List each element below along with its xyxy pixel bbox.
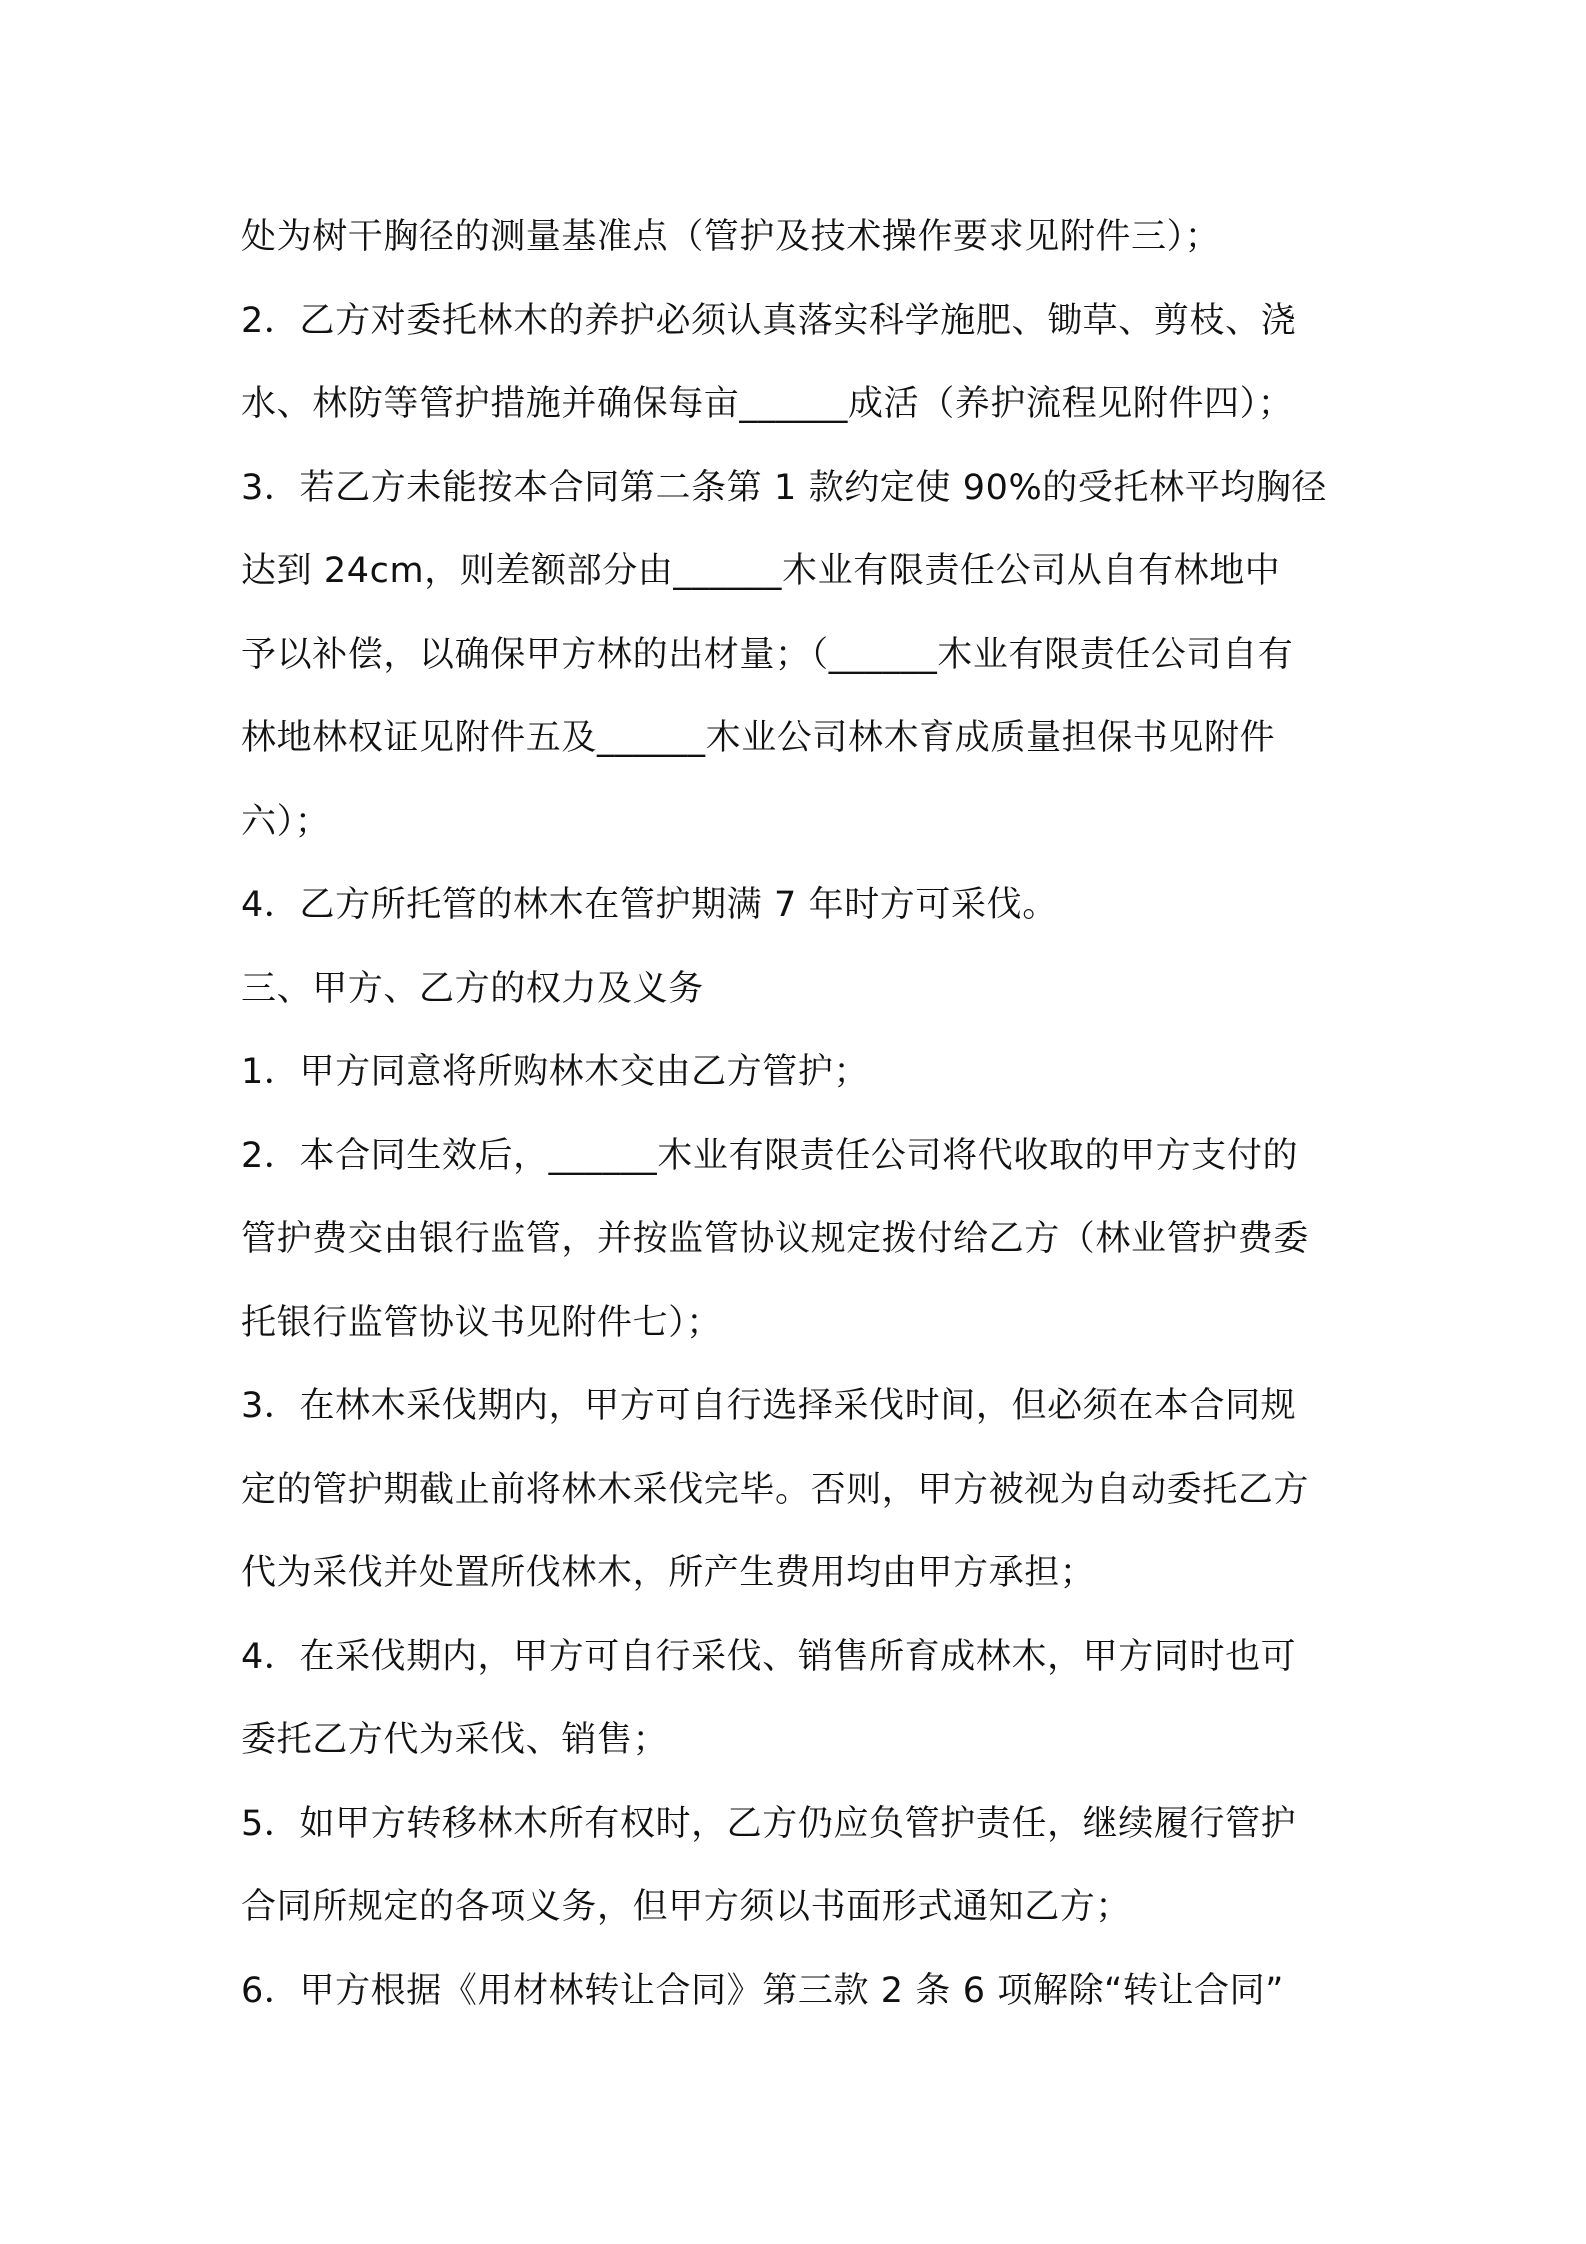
text-line: 定的管护期截止前将林木采伐完毕。否则，甲方被视为自动委托乙方: [241, 1469, 1310, 1510]
text-line: 予以补偿，以确保甲方林的出材量；（______木业有限责任公司自有: [241, 634, 1294, 675]
text-line: 达到 24cm，则差额部分由______木业有限责任公司从自有林地中: [241, 551, 1281, 591]
text-line: 委托乙方代为采伐、销售；: [241, 1720, 669, 1760]
text-line: 3．在林木采伐期内，甲方可自行选择采伐时间，但必须在本合同规: [241, 1386, 1297, 1426]
text-line: 1．甲方同意将所购林木交由乙方管护；: [241, 1052, 870, 1092]
text-line: 合同所规定的各项义务，但甲方须以书面形式通知乙方；: [241, 1887, 1132, 1927]
text-line: 托银行监管协议书见附件七）；: [241, 1302, 722, 1343]
text-line: 2．乙方对委托林木的养护必须认真落实科学施肥、锄草、剪枝、浇: [241, 300, 1297, 341]
text-line: 水、林防等管护措施并确保每亩______成活（养护流程见附件四）；: [241, 384, 1294, 424]
text-line: 3．若乙方未能按本合同第二条第 1 款约定使 90%的受托林平均胸径: [241, 467, 1328, 508]
text-line: 4．在采伐期内，甲方可自行采伐、销售所育成林木，甲方同时也可: [241, 1636, 1297, 1677]
text-line: 2．本合同生效后，______木业有限责任公司将代收取的甲方支付的: [241, 1135, 1299, 1176]
text-line: 4．乙方所托管的林木在管护期满 7 年时方可采伐。: [241, 885, 1058, 925]
text-line: 林地林权证见附件五及______木业公司林木育成质量担保书见附件: [241, 718, 1276, 758]
section-heading: 三、甲方、乙方的权力及义务: [241, 968, 704, 1009]
text-line: 六）；: [241, 801, 331, 842]
text-line: 5．如甲方转移林木所有权时，乙方仍应负管护责任，继续履行管护: [241, 1803, 1297, 1844]
text-line: 代为采伐并处置所伐林木，所产生费用均由甲方承担；: [241, 1553, 1096, 1593]
text-line: 6．甲方根据《用材林转让合同》第三款 2 条 6 项解除“转让合同”: [241, 1970, 1284, 2011]
text-line: 管护费交由银行监管，并按监管协议规定拨付给乙方（林业管护费委: [241, 1219, 1310, 1259]
text-line: 处为树干胸径的测量基准点（管护及技术操作要求见附件三）；: [241, 217, 1221, 257]
contract-text-body: [241, 196, 1361, 2033]
